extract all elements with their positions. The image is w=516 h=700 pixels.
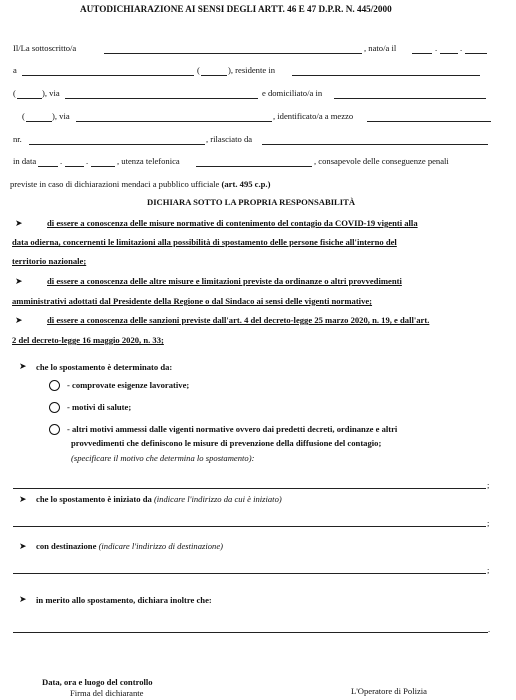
arrowhead-bullet-icon: ➤ <box>19 541 27 551</box>
field-domicile-city[interactable] <box>334 98 486 99</box>
field-birth-month[interactable] <box>440 53 458 54</box>
field-phone[interactable] <box>196 166 312 167</box>
date-separator: . <box>460 43 463 53</box>
field-start-address[interactable] <box>13 526 486 527</box>
radio-circle-icon[interactable] <box>49 424 60 435</box>
label-identificato: , identificato/a a mezzo <box>273 111 354 121</box>
radio-circle-icon[interactable] <box>49 402 60 413</box>
date-separator: . <box>435 43 438 53</box>
field-birth-day[interactable] <box>412 53 432 54</box>
date-separator: . <box>60 156 63 166</box>
footer-control-info: Data, ora e luogo del controllo <box>42 677 153 687</box>
text-art-495: (art. 495 c.p.) <box>221 179 271 189</box>
arrowhead-bullet-icon: ➤ <box>15 276 23 286</box>
label-utenza: , utenza telefonica <box>117 156 180 166</box>
label-in-data: in data <box>13 156 37 166</box>
label-via: ), via <box>52 111 70 121</box>
motive-label: che lo spostamento è determinato da: <box>36 362 173 372</box>
field-birthplace[interactable] <box>22 75 194 76</box>
field-other-motive[interactable] <box>13 488 486 489</box>
motive-specify-hint: (specificare il motivo che determina lo spostamento): <box>71 453 255 463</box>
arrowhead-bullet-icon: ➤ <box>15 315 23 325</box>
destination-label: con destinazione (indicare l'indirizzo di destinazione) <box>36 541 224 551</box>
paren-open: ( <box>22 111 25 121</box>
declaration-line: di essere a conoscenza delle misure normative di contenimento del contagio da COVID-19 vigenti alla <box>47 218 418 228</box>
motive-option-other: - altri motivi ammessi dalle vigenti normative ovvero dai predetti decreti, ordinanze e altri <box>67 424 398 434</box>
arrowhead-bullet-icon: ➤ <box>15 218 23 228</box>
declaration-line: data odierna, concernenti le limitazioni alla possibilità di spostamento delle persone fisiche all'interno del <box>12 237 397 247</box>
field-birth-year[interactable] <box>465 53 487 54</box>
declaration-line: territorio nazionale; <box>12 256 87 266</box>
label-via: ), via <box>42 88 60 98</box>
label-nato-il: , nato/a il <box>364 43 397 53</box>
field-further-declaration[interactable] <box>13 632 488 633</box>
field-document-number[interactable] <box>29 144 205 145</box>
field-residence-province[interactable] <box>17 98 42 99</box>
label-rilasciato: , rilasciato da <box>206 134 253 144</box>
label-residente: ), residente in <box>228 65 276 75</box>
text-previste: previste in caso di dichiarazioni mendaci a pubblico ufficiale (art. 495 c.p.) <box>10 179 271 189</box>
destination-hint: (indicare l'indirizzo di destinazione) <box>98 541 224 551</box>
line-end-semicolon: ; <box>487 480 490 490</box>
start-label: che lo spostamento è iniziato da (indicare l'indirizzo da cui è iniziato) <box>36 494 282 504</box>
arrowhead-bullet-icon: ➤ <box>19 494 27 504</box>
field-id-document[interactable] <box>367 121 491 122</box>
label-domiciliato: e domiciliato/a in <box>262 88 323 98</box>
form-title: AUTODICHIARAZIONE AI SENSI DEGLI ARTT. 46 E 47 D.P.R. N. 445/2000 <box>80 4 392 14</box>
motive-option-other-cont: provvedimenti che definiscono le misure di prevenzione della diffusione del contagio; <box>71 438 382 448</box>
field-issue-day[interactable] <box>38 166 58 167</box>
date-separator: . <box>86 156 89 166</box>
motive-option-work: - comprovate esigenze lavorative; <box>67 380 190 390</box>
declaration-heading: DICHIARA SOTTO LA PROPRIA RESPONSABILITÀ <box>147 197 356 207</box>
line-end-semicolon: ; <box>487 565 490 575</box>
label-consapevole: , consapevole delle conseguenze penali <box>314 156 449 166</box>
label-a: a <box>13 65 17 75</box>
radio-circle-icon[interactable] <box>49 380 60 391</box>
label-nr: nr. <box>13 134 22 144</box>
field-issue-month[interactable] <box>65 166 84 167</box>
declaration-line: di essere a conoscenza delle sanzioni previste dall'art. 4 del decreto-legge 25 marzo 2020, n. 19, e dall'art. <box>47 315 430 325</box>
footer-officer: L'Operatore di Polizia <box>351 686 428 696</box>
field-issued-by[interactable] <box>262 144 488 145</box>
line-end-period: . <box>488 624 491 634</box>
field-name[interactable] <box>104 53 362 54</box>
field-issue-year[interactable] <box>91 166 115 167</box>
declaration-line: di essere a conoscenza delle altre misure e limitazioni previste da ordinanze o altri provvedimenti <box>47 276 402 286</box>
arrowhead-bullet-icon: ➤ <box>19 361 27 371</box>
further-label: in merito allo spostamento, dichiara inoltre che: <box>36 595 212 605</box>
declaration-line: 2 del decreto-legge 16 maggio 2020, n. 33; <box>12 335 164 345</box>
paren-open: ( <box>197 65 200 75</box>
start-hint: (indicare l'indirizzo da cui è iniziato) <box>153 494 282 504</box>
field-residence-street[interactable] <box>65 98 258 99</box>
field-destination-address[interactable] <box>13 573 486 574</box>
field-residence-city[interactable] <box>292 75 480 76</box>
paren-open: ( <box>13 88 16 98</box>
field-domicile-province[interactable] <box>26 121 52 122</box>
arrowhead-bullet-icon: ➤ <box>19 594 27 604</box>
field-domicile-street[interactable] <box>76 121 272 122</box>
motive-option-health: - motivi di salute; <box>67 402 132 412</box>
declaration-line: amministrativi adottati dal Presidente della Regione o dal Sindaco ai sensi delle vigenti normative; <box>12 296 373 306</box>
label-sottoscritto: Il/La sottoscritto/a <box>13 43 77 53</box>
footer-signature: Firma del dichiarante <box>70 688 144 698</box>
line-end-semicolon: ; <box>487 518 490 528</box>
field-birth-province[interactable] <box>201 75 227 76</box>
